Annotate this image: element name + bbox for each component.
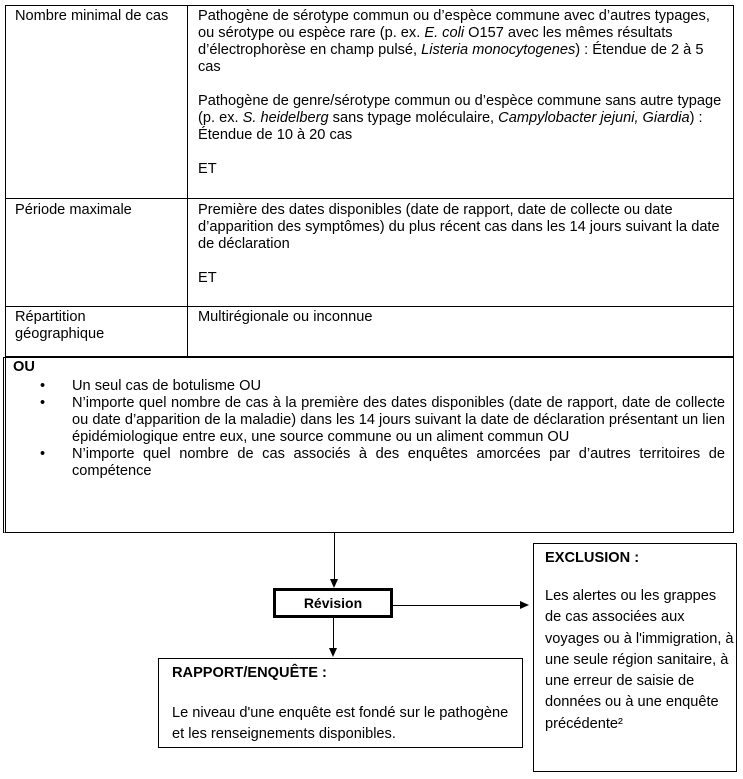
list-item: • N’importe quel nombre de cas à la première des dates disponibles (date de rapport, date de collecte ou date d’apparition de la maladie) dans les 14 jours suivant la date de déclaration présentant un lien épidémiologique entre eux, une source commune ou un aliment commun OU <box>40 395 725 446</box>
arrow-down-icon <box>330 579 338 588</box>
criteria-paragraph: Première des dates disponibles (date de rapport, date de collecte ou date d’apparition des symptômes) du plus récent cas dans les 14 jours suivant la date de déclaration <box>198 202 720 252</box>
revision-box <box>273 588 393 618</box>
arrow-down-icon <box>329 648 337 657</box>
list-item: • N’importe quel nombre de cas associés à des enquêtes amorcées par d’autres territoires de compétence <box>40 446 725 480</box>
connector-line <box>333 618 334 649</box>
row-divider <box>5 306 734 307</box>
column-divider <box>187 5 188 357</box>
list-item: • Un seul cas de botulisme OU <box>40 378 725 395</box>
exclusion-title: EXCLUSION : <box>545 550 640 566</box>
arrow-right-icon <box>520 601 529 609</box>
row-label-geographic-distribution: Répartition géographique <box>15 309 105 342</box>
criteria-paragraph: Pathogène de genre/sérotype commun ou d’espèce commune sans autre typage (p. ex. S. heidelberg sans typage moléculaire, Campylobacter jejuni, Giardia) : Étendue de 10 à 20 cas <box>198 93 722 143</box>
alternative-criteria-list <box>40 378 725 480</box>
report-investigation-text: Le niveau d'une enquête est fondé sur le pathogène et les renseignements disponibles. <box>172 705 509 742</box>
row-label-minimum-cases: Nombre minimal de cas <box>15 8 169 24</box>
row-divider <box>5 198 734 199</box>
row-value-minimum-cases <box>198 8 728 178</box>
exclusion-box <box>533 543 737 772</box>
revision-label: Révision <box>303 595 363 611</box>
row-value-geographic-distribution <box>198 309 728 326</box>
criteria-paragraph: ET <box>198 270 217 286</box>
or-heading: OU <box>13 359 35 375</box>
criteria-paragraph: Multirégionale ou inconnue <box>198 309 373 325</box>
exclusion-text: Les alertes ou les grappes de cas associées aux voyages ou à l'immigration, à une seule région sanitaire, à une erreur de saisie de données ou à une enquête précédente² <box>545 588 734 732</box>
connector-line <box>393 605 520 606</box>
row-value-maximum-period <box>198 202 728 287</box>
criteria-paragraph: Pathogène de sérotype commun ou d’espèce commune avec d’autres typages, ou sérotype ou espèce rare (p. ex. E. coli O157 avec les mêmes résultats d’électrophorèse en champ pulsé, Listeria monocytogenes) : Étendue de 2 à 5 cas <box>198 8 710 75</box>
report-investigation-box <box>158 658 523 748</box>
connector-line <box>334 533 335 579</box>
row-label-maximum-period: Période maximale <box>15 202 132 218</box>
criteria-paragraph: ET <box>198 161 217 177</box>
report-investigation-title: RAPPORT/ENQUÊTE : <box>172 665 327 681</box>
